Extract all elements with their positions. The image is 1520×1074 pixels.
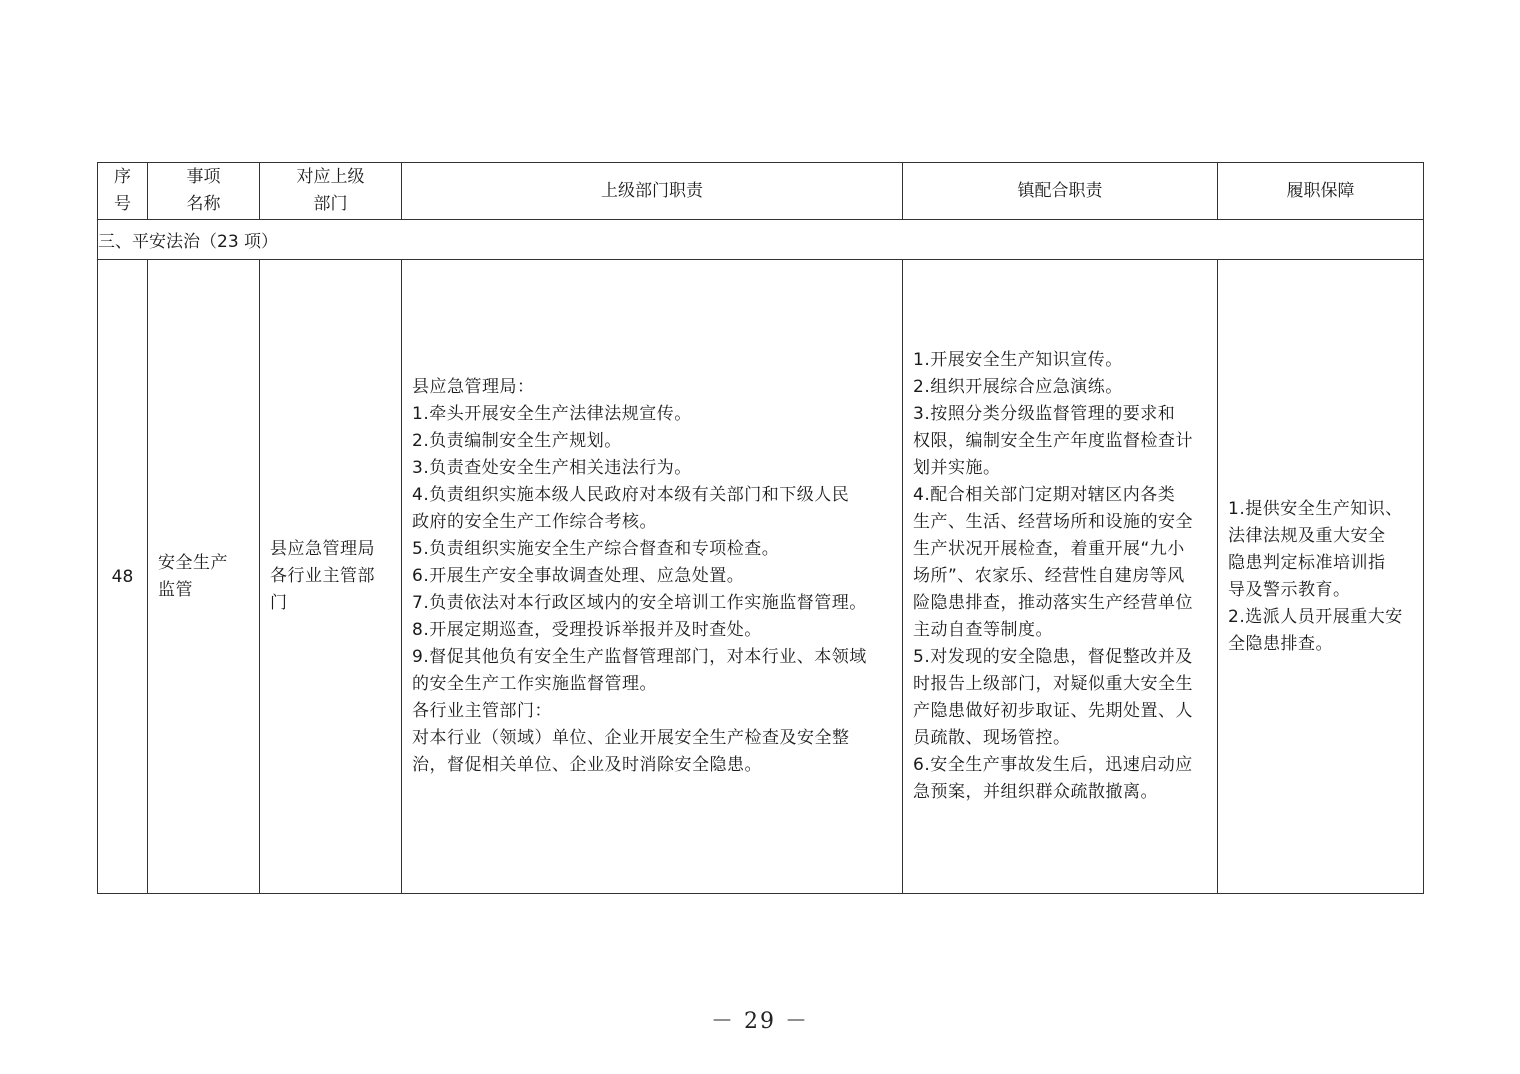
- row-guarantee: 1.提供安全生产知识、 法律法规及重大安全 隐患判定标准培训指 导及警示教育。 2.选派人员开展重大安 全隐患排查。: [1218, 260, 1424, 894]
- row-superior-dept: 县应急管理局 各行业主管部 门: [260, 260, 402, 894]
- row-superior-duties: 县应急管理局： 1.牵头开展安全生产法律法规宣传。 2.负责编制安全生产规划。 3.负责查处安全生产相关违法行为。 4.负责组织实施本级人民政府对本级有关部门和下级人民 政府的安全生产工作综合考核。 5.负责组织实施安全生产综合督查和专项检查。 6.开展生产安全事故调查处理、应急处置。 7.负责依法对本行政区域内的安全培训工作实施监督管理。 8.开展定期巡查，受理投诉举报并及时查处。 9.督促其他负有安全生产监督管理部门，对本行业、本领域 的安全生产工作实施监督管理。 各行业主管部门： 对本行业（领域）单位、企业开展安全生产检查及安全整 治，督促相关单位、企业及时消除安全隐患。: [402, 260, 903, 894]
- header-superior-dept: 对应上级 部门: [260, 163, 402, 220]
- header-seq: 序 号: [98, 163, 148, 220]
- responsibility-table: [97, 162, 1424, 894]
- row-item-name: 安全生产 监管: [148, 260, 260, 894]
- row-town-duties: 1.开展安全生产知识宣传。 2.组织开展综合应急演练。 3.按照分类分级监督管理的要求和 权限，编制安全生产年度监督检查计 划并实施。 4.配合相关部门定期对辖区内各类 生产、生活、经营场所和设施的安全 生产状况开展检查，着重开展“九小 场所”、农家乐、经营性自建房等风 险隐患排查，推动落实生产经营单位 主动自查等制度。 5.对发现的安全隐患，督促整改并及 时报告上级部门，对疑似重大安全生 产隐患做好初步取证、先期处置、人 员疏散、现场管控。 6.安全生产事故发生后，迅速启动应 急预案，并组织群众疏散撤离。: [903, 260, 1218, 894]
- header-town-duties: 镇配合职责: [903, 163, 1218, 220]
- section-title: 三、平安法治（23 项）: [98, 220, 1424, 260]
- page-number: － 29 －: [711, 1009, 809, 1034]
- section-row: [98, 220, 1424, 260]
- header-guarantee: 履职保障: [1218, 163, 1424, 220]
- table-row: [98, 260, 1424, 894]
- header-item-name: 事项 名称: [148, 163, 260, 220]
- row-seq: 48: [98, 260, 148, 894]
- table-header-row: [98, 163, 1424, 220]
- header-superior-duties: 上级部门职责: [402, 163, 903, 220]
